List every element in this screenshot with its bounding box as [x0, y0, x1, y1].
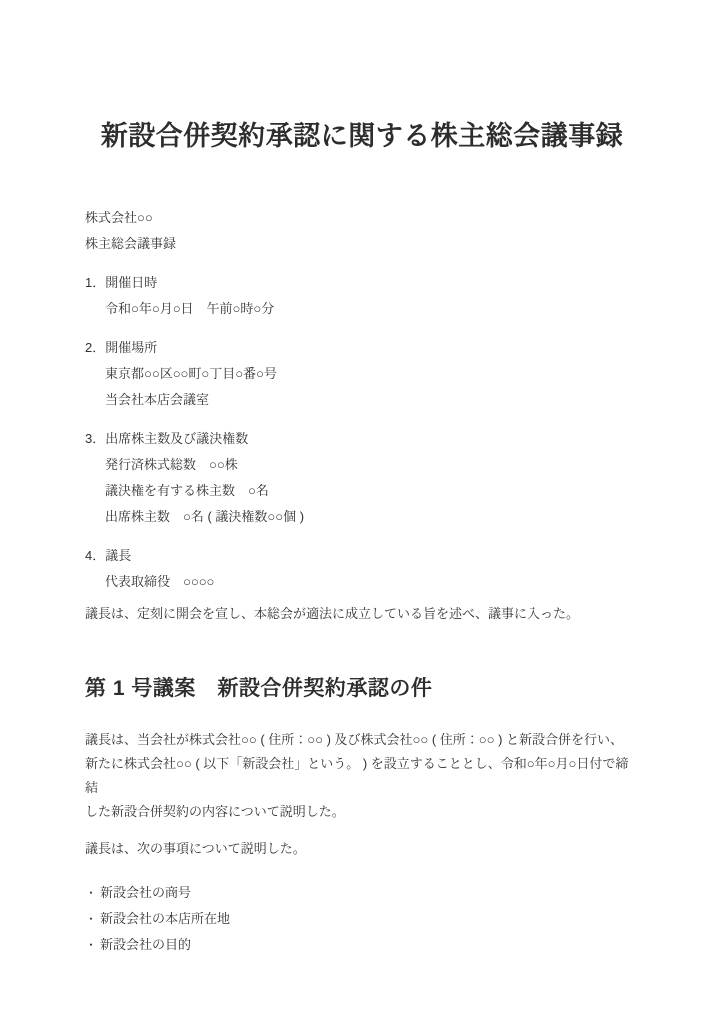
document-title: 新設合併契約承認に関する株主総会議事録 — [100, 121, 624, 151]
section-label: 2．開催場所 — [85, 340, 158, 355]
section-detail-line: 議決権を有する株主数 ○名 — [105, 483, 269, 498]
bullet-item-label: 新設会社の本店所在地 — [100, 911, 231, 926]
section-label: 1．開催日時 — [85, 275, 158, 290]
numbered-section-attendance — [85, 426, 640, 530]
bullet-item-label: 新設会社の商号 — [100, 885, 192, 900]
numbered-section-chairman — [85, 543, 640, 595]
section-details — [85, 569, 640, 595]
numbered-section-datetime — [85, 270, 640, 322]
bullet-icon: ・ — [85, 912, 98, 926]
agenda-paragraph-line: 議長は、当会社が株式会社○○ ( 住所：○○ ) 及び株式会社○○ ( 住所：○○ ) と新設合併を行い、 — [85, 732, 624, 747]
document-type: 株主総会議事録 — [85, 236, 177, 251]
section-details — [85, 296, 640, 322]
bullet-item — [85, 906, 640, 932]
section-detail-line: 発行済株式総数 ○○株 — [105, 457, 238, 472]
section-detail-line: 当会社本店会議室 — [105, 392, 210, 407]
bullet-list — [85, 880, 640, 958]
explain-statement: 議長は、次の事項について説明した。 — [85, 841, 306, 856]
document-header — [85, 205, 640, 257]
bullet-item — [85, 880, 640, 906]
section-detail-line: 令和○年○月○日 午前○時○分 — [105, 301, 275, 316]
company-name: 株式会社○○ — [85, 210, 153, 225]
section-label: 4．議長 — [85, 548, 132, 563]
bullet-icon: ・ — [85, 886, 98, 900]
section-detail-line: 代表取締役 ○○○○ — [105, 574, 215, 589]
section-details — [85, 361, 640, 413]
section-detail-line: 東京都○○区○○町○丁目○番○号 — [105, 366, 277, 381]
agenda-paragraph-line: した新設合併契約の内容について説明した。 — [85, 804, 345, 819]
agenda-heading: 第 1 号議案 新設合併契約承認の件 — [85, 677, 433, 700]
bullet-icon: ・ — [85, 938, 98, 952]
section-label: 3．出席株主数及び議決権数 — [85, 431, 249, 446]
bullet-item — [85, 932, 640, 958]
agenda-paragraph — [85, 728, 640, 824]
section-detail-line: 出席株主数 ○名 ( 議決権数○○個 ) — [105, 509, 305, 524]
document-body — [85, 205, 640, 958]
bullet-item-label: 新設会社の目的 — [100, 937, 192, 952]
numbered-section-venue — [85, 335, 640, 413]
section-details — [85, 452, 640, 530]
opening-statement: 議長は、定刻に開会を宣し、本総会が適法に成立している旨を述べ、議事に入った。 — [85, 606, 580, 621]
agenda-paragraph-line: 新たに株式会社○○ ( 以下「新設会社」という。 ) を設立することとし、令和○年○月○日付で締結 — [85, 756, 629, 795]
